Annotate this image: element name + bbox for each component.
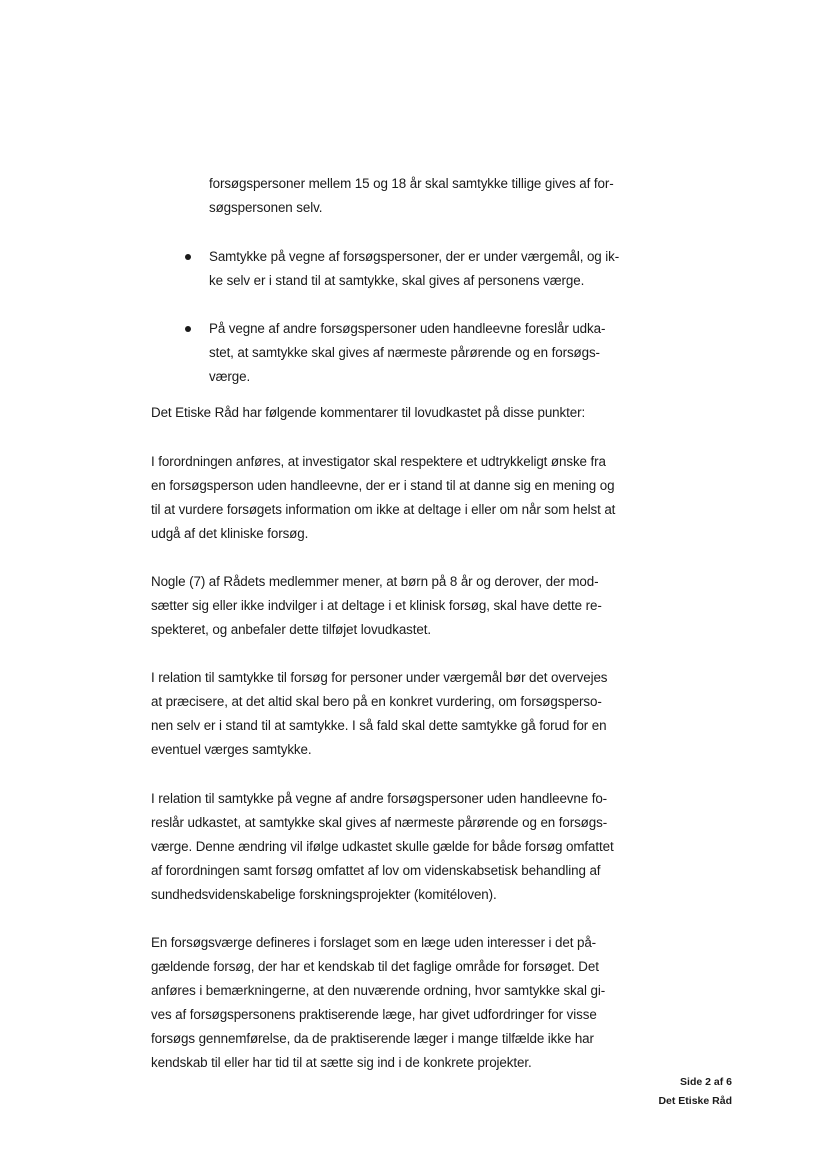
paragraph-line: anføres i bemærkningerne, at den nuværende ordning, hvor samtykke skal gi- [151, 983, 606, 998]
paragraph-line: forsøgs gennemførelse, da de praktiserende læger i mange tilfælde ikke har [151, 1031, 594, 1046]
paragraph-line: at præcisere, at det altid skal bero på en konkret vurdering, om forsøgsperso- [151, 694, 602, 709]
bullet-dot [185, 254, 191, 260]
paragraph-line: en forsøgsperson uden handleevne, der er i stand til at danne sig en mening og [151, 478, 615, 493]
paragraph-line: I forordningen anføres, at investigator skal respektere et udtrykkeligt ønske fra [151, 454, 606, 469]
paragraph-line: værge. Denne ændring vil ifølge udkastet skulle gælde for både forsøg omfattet [151, 839, 614, 854]
paragraph-line: til at vurdere forsøgets information om ikke at deltage i eller om når som helst at [151, 502, 616, 517]
bullet-line: Samtykke på vegne af forsøgspersoner, der er under værgemål, og ik- [209, 249, 620, 264]
paragraph-line: af forordningen samt forsøg omfattet af lov om videnskabsetisk behandling af [151, 863, 601, 878]
paragraph-line: En forsøgsværge defineres i forslaget som en læge uden interesser i det på- [151, 935, 597, 950]
paragraph-line: eventuel værges samtykke. [151, 742, 312, 757]
paragraph-line: sætter sig eller ikke indvilger i at deltage i et klinisk forsøg, skal have dette re- [151, 598, 602, 613]
paragraph-line: nen selv er i stand til at samtykke. I så fald skal dette samtykke gå forud for en [151, 718, 607, 733]
intro-line: søgspersonen selv. [209, 200, 323, 215]
bullet-line: værge. [209, 369, 251, 384]
intro-line: forsøgspersoner mellem 15 og 18 år skal samtykke tillige gives af for- [209, 176, 614, 191]
page-number: Side 2 af 6 [680, 1076, 732, 1088]
paragraph-line: udgå af det kliniske forsøg. [151, 526, 309, 541]
paragraph-line: spekteret, og anbefaler dette tilføjet lovudkastet. [151, 622, 431, 637]
footer-organization: Det Etiske Råd [658, 1095, 732, 1107]
paragraph-line: ves af forsøgspersonens praktiserende læge, har givet udfordringer for visse [151, 1007, 597, 1022]
paragraph-line: I relation til samtykke til forsøg for personer under værgemål bør det overvejes [151, 670, 608, 685]
bullet-line: ke selv er i stand til at samtykke, skal gives af personens værge. [209, 273, 585, 288]
paragraph-line: gældende forsøg, der har et kendskab til det faglige område for forsøget. Det [151, 959, 599, 974]
bullet-line: På vegne af andre forsøgspersoner uden handleevne foreslår udka- [209, 321, 606, 336]
paragraph-line: I relation til samtykke på vegne af andre forsøgspersoner uden handleevne fo- [151, 791, 608, 806]
paragraph-line: Nogle (7) af Rådets medlemmer mener, at børn på 8 år og derover, der mod- [151, 574, 599, 589]
paragraph-line: sundhedsvidenskabelige forskningsprojekter (komitéloven). [151, 887, 497, 902]
bullet-line: stet, at samtykke skal gives af nærmeste pårørende og en forsøgs- [209, 345, 600, 360]
comment-intro: Det Etiske Råd har følgende kommentarer til lovudkastet på disse punkter: [151, 405, 586, 420]
paragraph-line: kendskab til eller har tid til at sætte sig ind i de konkrete projekter. [151, 1055, 532, 1070]
paragraph-line: reslår udkastet, at samtykke skal gives af nærmeste pårørende og en forsøgs- [151, 815, 608, 830]
bullet-dot [185, 326, 191, 332]
